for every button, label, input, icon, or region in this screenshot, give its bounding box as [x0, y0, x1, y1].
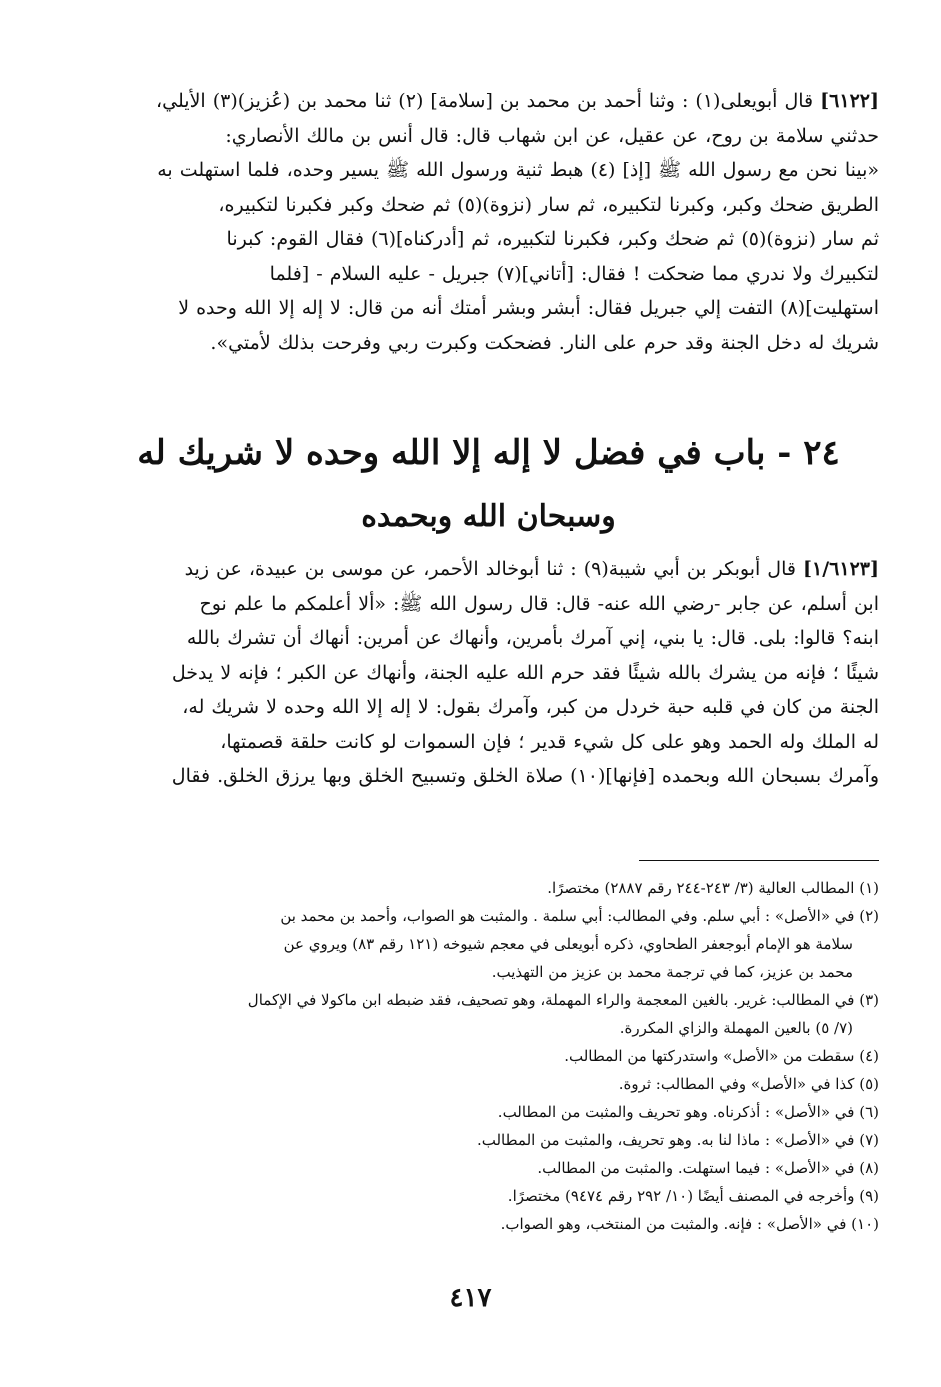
- paragraph-line: «بينا نحن مع رسول الله ﷺ [إذ] (٤) هبط ثنية ورسول الله ﷺ يسير وحده، فلما استهلت به: [157, 159, 879, 181]
- paragraph-line: [١/٦١٢٣] قال أبوبكر بن أبي شيبة(٩) : ثنا أبوخالد الأحمر، عن موسى بن عبيدة، عن زيد: [184, 558, 879, 580]
- footnote-7: (٧) في «الأصل» : ماذا لنا به. وهو تحريف، والمثبت من المطالب.: [476, 1131, 879, 1149]
- paragraph-line: شريك له دخل الجنة وقد حرم على النار. فضحكت وكبرت ربي وفرحت بذلك لأمتي».: [210, 331, 879, 354]
- chapter-heading: [98, 427, 879, 545]
- paragraph-line: حدثني سلامة بن روح، عن عقيل، عن ابن شهاب قال: قال أنس بن مالك الأنصاري:: [225, 124, 879, 147]
- footnote-separator: [639, 860, 879, 861]
- footnote-10: (١٠) في «الأصل» : فإنه. والمثبت من المنتخب، وهو الصواب.: [500, 1215, 879, 1233]
- footnote-6: (٦) في «الأصل» : أذكرناه. وهو تحريف والمثبت من المطالب.: [497, 1103, 879, 1121]
- footnote-3: (٣) في المطالب: غرير. بالغين المعجمة والراء المهملة، وهو تصحيف، فقد ضبطه ابن ماكولا في الإكمال (٧/ ٥) بالعين المهملة والزاي المكررة.: [247, 991, 879, 1037]
- paragraph-line: ابن أسلم، عن جابر -رضي الله عنه- قال: قال رسول الله ﷺ: «ألا أعلمكم ما علم نوح: [199, 592, 879, 615]
- footnote-5: (٥) كذا في «الأصل» وفي المطالب: ثروة.: [618, 1075, 879, 1093]
- paragraph-line: [٦١٢٢] قال أبويعلى(١) : وثنا أحمد بن محمد بن [سلامة] (٢) ثنا محمد بن (عُزيز)(٣) الأيلي،: [156, 90, 879, 112]
- hadith-number: [٦١٢٢]: [820, 90, 879, 112]
- paragraph-line: وآمرك بسبحان الله وبحمده [فإنها](١٠) صلاة الخلق وتسبيح الخلق وبها يرزق الخلق. فقال: [171, 765, 879, 787]
- footnote-2: (٢) في «الأصل» : أبي سلم. وفي المطالب: أبي سلمة . والمثبت هو الصواب، وأحمد بن محمد بن سلامة هو الإمام أبوجعفر الطحاوي، ذكره أبويعلى في معجم شيوخه (١٢١ رقم ٨٣) ويروي عن محمد بن عزيز، كما في ترجمة محمد بن عزيز من التهذيب.: [280, 907, 879, 981]
- paragraph-line: شيئًا ؛ فإنه من يشرك بالله شيئًا فقد حرم الله عليه الجنة، وأنهاك عن الكبر ؛ فإنه لا يدخل: [171, 661, 879, 684]
- paragraph-line: ثم سار (نزوة)(٥) ثم ضحك وكبر، فكبرنا لتكبيره، ثم [أدركناه](٦) فقال القوم: كبرنا: [226, 228, 879, 250]
- paragraph-line: الطريق ضحك وكبر، وكبرنا لتكبيره، ثم سار (نزوة)(٥) ثم ضحك وكبر فكبرنا لتكبيره،: [218, 193, 879, 216]
- paragraph-6123: [98, 552, 879, 794]
- footnote-1: (١) المطالب العالية (٣/ ٢٤٣-٢٤٤ رقم ٢٨٨٧) مختصرًا.: [547, 879, 879, 897]
- paragraph-line: الجنة من كان في قلبه حبة خردل من كبر، وآمرك بقول: لا إله إلا الله وحده لا شريك له،: [182, 696, 879, 718]
- hadith-number: [١/٦١٢٣]: [803, 558, 879, 580]
- chapter-title-line-1: ٢٤ - باب في فضل لا إله إلا الله وحده لا شريك له: [137, 433, 840, 473]
- footnotes: [98, 874, 879, 1238]
- paragraph-line: ابنه؟ قالوا: بلى. قال: يا بني، إني آمرك بأمرين، وأنهاك عن أمرين: أنهاك أن تشرك بالله: [186, 627, 879, 649]
- paragraph-line: لتكبيرك ولا ندري مما ضحكت ! فقال: [أتاني](٧) جبريل - عليه السلام - [فلما: [269, 262, 879, 285]
- footnote-9: (٩) وأخرجه في المصنف أيضًا (١٠/ ٢٩٢ رقم ٩٤٧٤) مختصرًا.: [507, 1187, 879, 1205]
- footnote-4: (٤) سقطت من «الأصل» واستدركتها من المطالب.: [564, 1047, 879, 1065]
- footnote-8: (٨) في «الأصل» : فيما استهلت. والمثبت من المطالب.: [537, 1159, 879, 1177]
- paragraph-line: له الملك وله الحمد وهو على كل شيء قدير ؛ فإن السموات لو كانت حلقة قصمتها،: [220, 730, 879, 753]
- chapter-title-line-2: وسبحان الله وبحمده: [361, 499, 616, 534]
- page-number: ٤١٧: [449, 1283, 492, 1313]
- paragraph-line: استهليت](٨) التفت إلي جبريل فقال: أبشر وبشر أمتك أنه من قال: لا إله إلا الله وحده لا: [178, 297, 879, 319]
- paragraph-6122: [98, 84, 879, 360]
